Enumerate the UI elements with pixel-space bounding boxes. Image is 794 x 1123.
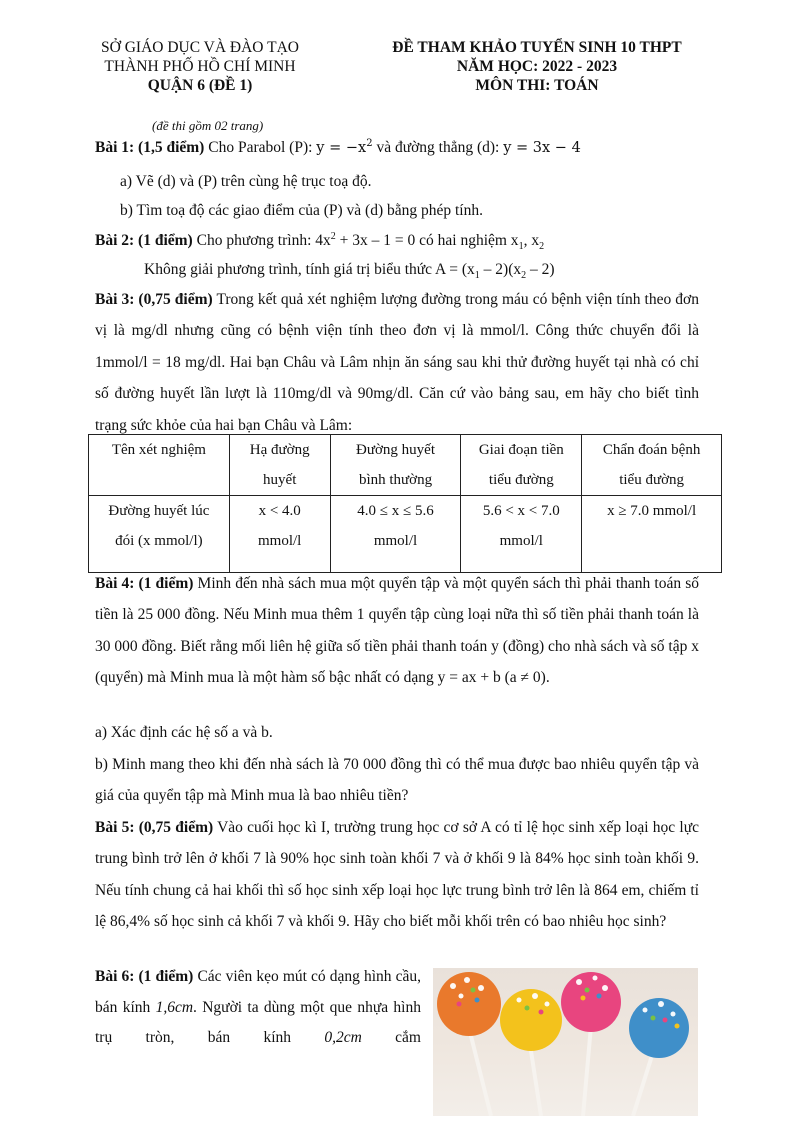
bai4-statement	[95, 568, 699, 694]
table-header-cell	[330, 435, 461, 496]
cell-line: 4.0 ≤ x ≤ 5.6	[357, 503, 434, 519]
cell-line: đói (x mmol/l)	[115, 533, 203, 549]
bai1-label: Bài 1: (1,5 điểm)	[95, 139, 205, 156]
bai6-text3: cắm	[361, 1029, 421, 1046]
table-cell	[582, 496, 722, 573]
cell-line: Tên xét nghiệm	[111, 442, 206, 458]
candy-radius: 1,6cm	[155, 998, 194, 1016]
bai1-text1: Cho Parabol (P):	[204, 139, 317, 156]
cell-line: bình thường	[358, 472, 433, 488]
department-name: SỞ GIÁO DỤC VÀ ĐÀO TẠO	[101, 39, 299, 56]
bai2-q-s1: 1	[474, 270, 480, 282]
city-name: THÀNH PHỐ HỒ CHÍ MINH	[104, 58, 296, 75]
bai2-label: Bài 2: (1 điểm)	[95, 232, 193, 249]
bai4-text: Minh đến nhà sách mua một quyển tập và một quyển sách thì phải thanh toán số tiền là 25 000 đồng. Nếu Minh mua thêm 1 quyển tập cùng loại nữa thì số tiền phải thanh toán là 30 000 đồng. Biết rằng mối liên hệ giữa số tiền phải thanh toán y (đồng) cho nhà sách và số tập x (quyển) mà Minh mua là một hàm số bậc nhất có dạng y = ax + b (a ≠ 0).	[95, 575, 699, 687]
bai4-label: Bài 4: (1 điểm)	[95, 575, 194, 592]
table-header-cell	[89, 435, 230, 496]
bai1-statement	[95, 138, 700, 158]
cell-line: tiểu đường	[619, 472, 685, 488]
table-cell	[89, 496, 230, 573]
bai2-q-a: Không giải phương trình, tính giá trị biểu thức A = (x	[144, 261, 475, 278]
bai3-statement	[95, 284, 699, 441]
cell-line: x < 4.0	[258, 503, 301, 519]
header-right	[352, 38, 722, 95]
subject: MÔN THI: TOÁN	[475, 77, 599, 94]
cell-line: mmol/l	[499, 533, 543, 549]
bai5-label: Bài 5: (0,75 điểm)	[95, 819, 214, 836]
bai5-text: Vào cuối học kì I, trường trung học cơ sở A có tỉ lệ học sinh xếp loại học lực trung bình trở lên ở khối 7 là 90% học sinh toàn khối 7 và ở khối 9 là 84% học sinh toàn khối 9. Nếu tính chung cả hai khối thì số học sinh xếp loại học lực trung bình trở lên là 864 em, chiếm tỉ lệ 86,4% số học sinh cả khối 7 và khối 9. Hãy cho biết mỗi khối trên có bao nhiêu học sinh?	[95, 819, 700, 931]
bai5-statement	[95, 812, 699, 938]
table-header-cell	[461, 435, 582, 496]
cell-line: 5.6 < x < 7.0	[482, 503, 560, 519]
bai6-statement	[95, 962, 421, 1054]
bai2-text1: Cho phương trình: 4x	[192, 232, 331, 249]
cell-line: tiểu đường	[488, 472, 554, 488]
table-row	[89, 496, 722, 573]
glucose-table	[88, 434, 722, 573]
table-header-cell	[229, 435, 330, 496]
cell-line: x ≥ 7.0 mmol/l	[607, 503, 697, 519]
district-name: QUẬN 6 (ĐỀ 1)	[147, 77, 253, 94]
table-cell	[229, 496, 330, 573]
stick-radius: 0,2cm	[324, 1029, 362, 1046]
bai2-q-s2: 2	[521, 270, 527, 282]
cell-line: Chẩn đoán bệnh	[602, 442, 701, 458]
cell-line: Hạ đường	[249, 442, 310, 458]
bai4-part-a: a) Xác định các hệ số a và b.	[95, 724, 273, 741]
bai6-label: Bài 6: (1 điểm)	[95, 968, 194, 985]
bai1-text2: và đường thẳng (d):	[372, 139, 504, 156]
bai2-q-c: – 2)	[526, 261, 555, 278]
bai2-exponent: 2	[330, 230, 336, 242]
parabola-base: y = −x	[316, 140, 367, 156]
bai2-statement	[95, 231, 700, 251]
cell-line: mmol/l	[373, 533, 418, 549]
cell-line: Giai đoạn tiền	[478, 442, 564, 458]
parabola-equation	[316, 140, 372, 156]
bai2-question	[144, 260, 749, 280]
table-cell	[330, 496, 461, 573]
cell-line: Đường huyết	[356, 442, 435, 458]
cake-pops-photo	[433, 968, 698, 1116]
bai2-q-b: – 2)(x	[479, 261, 522, 278]
page-count-note: (đề thi gồm 02 trang)	[152, 118, 264, 133]
bai2-sub1: 1	[518, 241, 524, 253]
bai3-text: Trong kết quả xét nghiệm lượng đường trong máu có bệnh viện tính theo đơn vị là mg/dl nhưng cũng có bệnh viện tính theo đơn vị là mmol/l. Công thức chuyển đổi là 1mmol/l = 18 mg/dl. Hai bạn Châu và Lâm nhịn ăn sáng sau khi thử đường huyết tại nhà có chỉ số đường huyết lần lượt là 110mg/dl và 90mg/dl. Căn cứ vào bảng sau, em hãy cho biết tình trạng sức khỏe của hai bạn Châu và Lâm:	[95, 291, 699, 434]
table-cell	[461, 496, 582, 573]
exam-title: ĐỀ THAM KHẢO TUYỂN SINH 10 THPT	[392, 39, 682, 56]
bai2-sub2: 2	[539, 241, 545, 253]
school-year: NĂM HỌC: 2022 - 2023	[456, 58, 618, 75]
cake-pops-illustration	[433, 968, 698, 1116]
line-equation: y = 3x − 4	[503, 140, 581, 156]
cell-line: mmol/l	[258, 533, 302, 549]
header-left	[80, 38, 320, 95]
bai2-text2: + 3x – 1 = 0 có hai nghiệm x	[335, 232, 519, 249]
bai1-part-a: a) Vẽ (d) và (P) trên cùng hệ trục toạ độ.	[120, 173, 372, 190]
bai2-sep: , x	[523, 232, 540, 249]
table-header-row	[89, 435, 722, 496]
bai1-part-b: b) Tìm toạ độ các giao điểm của (P) và (d) bằng phép tính.	[120, 202, 483, 219]
bai3-label: Bài 3: (0,75 điểm)	[95, 291, 213, 308]
parabola-exponent: 2	[366, 138, 373, 150]
cell-line: huyết	[263, 472, 297, 488]
cell-line: Đường huyết lúc	[108, 503, 210, 519]
table-header-cell	[582, 435, 722, 496]
bai4-part-b: b) Minh mang theo khi đến nhà sách là 70 000 đồng thì có thể mua được bao nhiêu quyển tập và giá của quyển tập mà Minh mua là bao nhiêu tiền?	[95, 756, 699, 805]
bai6-text2: . Người ta dùng một que nhựa hình trụ tròn, bán kính	[95, 998, 421, 1046]
bai6-text1: Các viên kẹo mút có dạng hình cầu, bán kính	[95, 968, 421, 1016]
